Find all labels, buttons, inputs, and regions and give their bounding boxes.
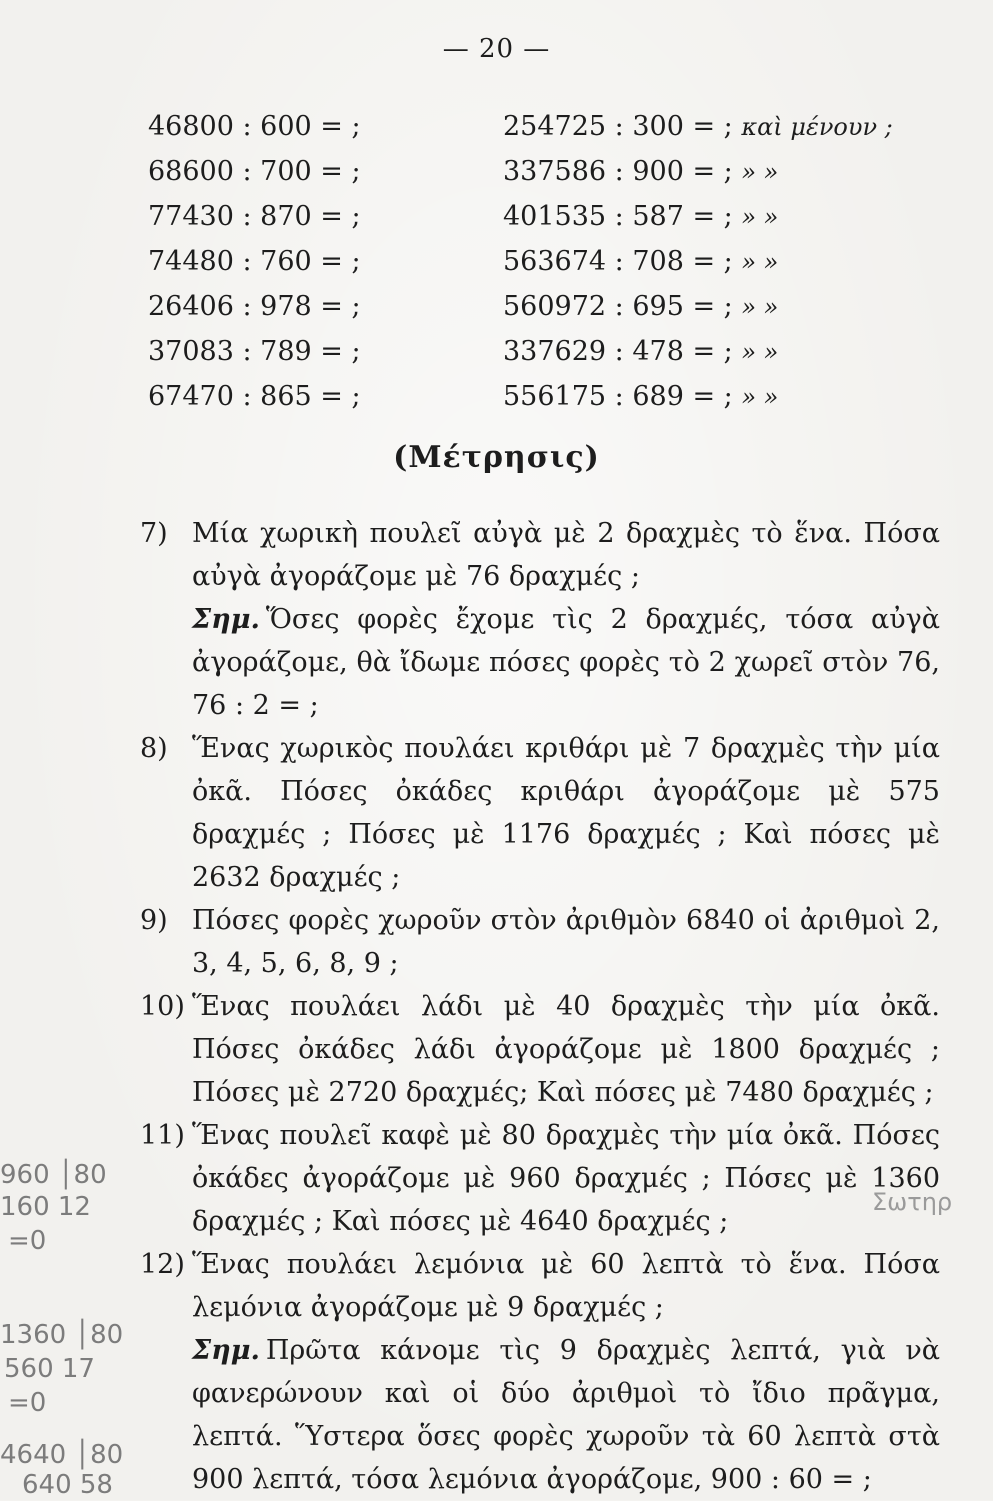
division-note: καὶ μένουν ;	[741, 113, 893, 141]
problem-body	[192, 985, 940, 1114]
division-row	[148, 149, 938, 194]
division-right-expr: 337586 : 900 = ;	[503, 156, 733, 187]
problem-body	[192, 512, 940, 727]
handwritten-side-note: Σωτηρ	[872, 1188, 953, 1216]
division-note: » »	[741, 293, 779, 321]
problem-text: Ἕνας πουλάει λάδι μὲ 40 δραχμὲς τὴν μία ὀκᾶ. Πόσες ὀκάδες λάδι ἀγοράζομε μὲ 1800 δραχμές ; Πόσες μὲ 2720 δραχμές; Καὶ πόσες μὲ 7480 δραχμές ;	[192, 991, 940, 1108]
division-right-expr: 563674 : 708 = ;	[503, 246, 733, 277]
problem-number: 10)	[140, 991, 185, 1022]
handwritten-note: =0	[8, 1226, 47, 1256]
problem-number: 8)	[140, 733, 168, 764]
division-note: » »	[741, 203, 779, 231]
handwritten-note: 960 │80	[0, 1160, 107, 1190]
problem-text: Πόσες φορὲς χωροῦν στὸν ἀριθμὸν 6840 οἱ ἀριθμοὶ 2, 3, 4, 5, 6, 8, 9 ;	[192, 905, 940, 979]
division-note: » »	[741, 248, 779, 276]
division-row	[148, 284, 938, 329]
division-row	[148, 194, 938, 239]
division-right	[503, 329, 933, 374]
division-right-expr: 556175 : 689 = ;	[503, 381, 733, 412]
problem-11	[140, 1114, 940, 1243]
problem-9	[140, 899, 940, 985]
division-row	[148, 239, 938, 284]
handwritten-note: 4640 │80	[0, 1440, 124, 1470]
problem-number: 7)	[140, 518, 168, 549]
problem-12	[140, 1243, 940, 1501]
note-text: Ὅσες φορὲς ἔχομε τὶς 2 δραχμές, τόσα αὐγὰ ἀγοράζομε, θὰ ἴδωμε πόσες φορὲς τὸ 2 χωρεῖ στὸν 76, 76 : 2 = ;	[192, 604, 940, 721]
handwritten-note: 1360 │80	[0, 1320, 124, 1350]
division-left: 67470 : 865 = ;	[148, 381, 361, 412]
division-right	[503, 149, 933, 194]
division-right-expr: 337629 : 478 = ;	[503, 336, 733, 367]
note-text: Πρῶτα κάνομε τὶς 9 δραχμὲς λεπτά, γιὰ νὰ φανερώνουν καὶ οἱ δύο ἀριθμοὶ τὸ ἴδιο πρᾶγμα, λεπτά. Ὕστερα ὅσες φορὲς χωροῦν τὰ 60 λεπτὰ στὰ 900 λεπτά, τόσα λεμόνια ἀγοράζομε, 900 : 60 = ;	[192, 1335, 940, 1495]
handwritten-note: 640 58	[22, 1470, 113, 1500]
division-note: » »	[741, 158, 779, 186]
problem-7	[140, 512, 940, 727]
division-right	[503, 374, 933, 419]
division-right	[503, 284, 933, 329]
division-left: 68600 : 700 = ;	[148, 156, 361, 187]
division-row	[148, 104, 938, 149]
problem-body	[192, 1114, 940, 1243]
division-row	[148, 374, 938, 419]
page-number: — 20 —	[442, 34, 551, 64]
division-left: 26406 : 978 = ;	[148, 291, 361, 322]
division-right-expr: 254725 : 300 = ;	[503, 111, 733, 142]
division-exercises	[148, 104, 938, 419]
problem-note	[192, 1329, 940, 1501]
problem-number: 12)	[140, 1249, 185, 1280]
problem-text: Ἕνας χωρικὸς πουλάει κριθάρι μὲ 7 δραχμὲς τὴν μία ὀκᾶ. Πόσες ὀκάδες κριθάρι ἀγοράζομε μὲ 575 δραχμές ; Πόσες μὲ 1176 δραχμές ; Καὶ πόσες μὲ 2632 δραχμές ;	[192, 733, 940, 893]
problem-number: 9)	[140, 905, 168, 936]
division-row	[148, 329, 938, 374]
section-title: (Μέτρησις)	[393, 440, 600, 475]
division-note: » »	[741, 338, 779, 366]
problem-10	[140, 985, 940, 1114]
division-left: 77430 : 870 = ;	[148, 201, 361, 232]
division-left: 37083 : 789 = ;	[148, 336, 361, 367]
division-right	[503, 104, 933, 149]
problem-list	[140, 512, 940, 1501]
problem-text: Μία χωρικὴ πουλεῖ αὐγὰ μὲ 2 δραχμὲς τὸ ἕνα. Πόσα αὐγὰ ἀγοράζομε μὲ 76 δραχμές ;	[192, 518, 940, 592]
division-left: 46800 : 600 = ;	[148, 111, 361, 142]
problem-text: Ἕνας πουλάει λεμόνια μὲ 60 λεπτὰ τὸ ἕνα. Πόσα λεμόνια ἀγοράζομε μὲ 9 δραχμές ;	[192, 1249, 940, 1323]
division-right	[503, 194, 933, 239]
problem-8	[140, 727, 940, 899]
problem-body	[192, 899, 940, 985]
division-right-expr: 401535 : 587 = ;	[503, 201, 733, 232]
handwritten-note: =0	[8, 1388, 47, 1418]
division-right	[503, 239, 933, 284]
problem-body	[192, 727, 940, 899]
handwritten-margin-notes	[0, 1130, 140, 1500]
division-note: » »	[741, 383, 779, 411]
problem-body	[192, 1243, 940, 1501]
division-left: 74480 : 760 = ;	[148, 246, 361, 277]
note-label: Σημ.	[192, 604, 260, 635]
problem-note	[192, 598, 940, 727]
note-label: Σημ.	[192, 1335, 260, 1366]
handwritten-note: 160 12	[0, 1192, 91, 1222]
division-right-expr: 560972 : 695 = ;	[503, 291, 733, 322]
problem-text: Ἕνας πουλεῖ καφὲ μὲ 80 δραχμὲς τὴν μία ὀκᾶ. Πόσες ὀκάδες ἀγοράζομε μὲ 960 δραχμές ; Πόσες μὲ 1360 δραχμές ; Καὶ πόσες μὲ 4640 δραχμές ;	[192, 1120, 940, 1237]
handwritten-note: 560 17	[4, 1354, 95, 1384]
problem-number: 11)	[140, 1120, 185, 1151]
